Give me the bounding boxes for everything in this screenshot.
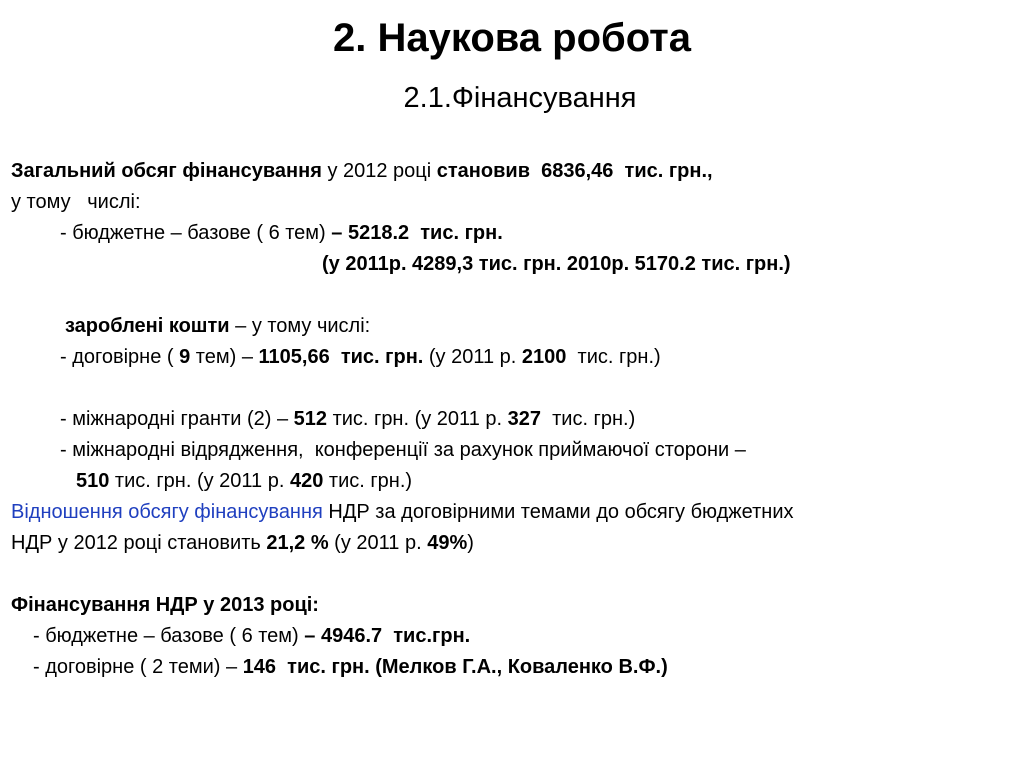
- spacer: [11, 373, 1021, 404]
- contract-value: 1105,66 тис. грн.: [258, 346, 424, 368]
- contract-prev-value: 2100: [521, 346, 567, 368]
- total-funding-line: [11, 156, 1021, 187]
- budget-previous-line: [11, 249, 1021, 280]
- contract-prev-prefix: (у 2011 р.: [423, 346, 522, 368]
- trips-prev-value: 420: [289, 470, 324, 492]
- contract-line: [11, 342, 1021, 373]
- budget-label: - бюджетне – базове ( 6 тем): [60, 222, 332, 244]
- plan-2013-heading: [11, 590, 1021, 621]
- contract-prev-suffix: тис. грн.): [566, 346, 661, 368]
- grants-prev-value: 327: [507, 408, 541, 430]
- ratio-value: 21,2 %: [266, 532, 329, 554]
- ratio-line: [11, 497, 1021, 528]
- trips-suffix: тис. грн.): [323, 470, 413, 492]
- ratio-prev-prefix: (у 2011 р.: [328, 532, 428, 554]
- including-line: у тому числі:: [11, 191, 141, 213]
- plan-2013-contract-label: - договірне ( 2 теми) –: [33, 656, 243, 678]
- total-funding-value: 6836,46 тис. грн.,: [530, 160, 713, 182]
- grants-line: [11, 404, 1021, 435]
- ratio-suffix: ): [467, 532, 474, 554]
- trips-line: - міжнародні відрядження, конференції за рахунок приймаючої сторони –: [60, 439, 746, 461]
- page-subtitle: 2.1.Фінансування: [403, 82, 637, 114]
- ratio-rest: НДР за договірними темами до обсягу бюджетних: [322, 501, 794, 523]
- contract-mid: тем) –: [190, 346, 259, 368]
- ratio-prefix: НДР у 2012 році становить: [11, 532, 267, 554]
- spacer: [11, 559, 1021, 590]
- page-title: 2. Наукова робота: [332, 16, 692, 60]
- plan-2013-budget-value: – 4946.7 тис.грн.: [304, 625, 471, 647]
- total-funding-label: Загальний обсяг фінансування: [11, 160, 322, 182]
- plan-2013-contract-line: [11, 652, 1021, 683]
- grants-suffix: тис. грн.): [541, 408, 636, 430]
- plan-2013-contract-value: 146 тис. грн. (Мелков Г.А., Коваленко В.Ф.): [242, 656, 668, 678]
- budget-previous-values: (у 2011р. 4289,3 тис. грн. 2010р. 5170.2 тис. грн.): [322, 253, 791, 275]
- grants-prefix: - міжнародні гранти (2) –: [60, 408, 294, 430]
- ratio-prev-value: 49%: [427, 532, 468, 554]
- budget-line: [11, 218, 1021, 249]
- trips-mid: тис. грн. (у 2011 р.: [109, 470, 290, 492]
- ratio-label: Відношення обсягу фінансування: [11, 501, 323, 523]
- trips-values-line: [11, 466, 1021, 497]
- grants-value: 512: [293, 408, 328, 430]
- total-funding-year: у 2012 році: [321, 160, 437, 182]
- contract-topic-count: 9: [179, 346, 191, 368]
- earned-funds-label: зароблені кошти: [65, 315, 230, 337]
- trips-value: 510: [76, 470, 110, 492]
- ratio-values-line: [11, 528, 1021, 559]
- spacer: [11, 280, 1021, 311]
- plan-2013-title: Фінансування НДР у 2013 році:: [11, 594, 319, 616]
- slide-body: [11, 156, 1021, 683]
- plan-2013-budget-line: [11, 621, 1021, 652]
- contract-prefix: - договірне (: [60, 346, 180, 368]
- budget-value: – 5218.2 тис. грн.: [331, 222, 503, 244]
- total-funding-verb: становив: [436, 160, 530, 182]
- earned-funds-line: [11, 311, 1021, 342]
- grants-mid: тис. грн. (у 2011 р.: [327, 408, 508, 430]
- plan-2013-budget-label: - бюджетне – базове ( 6 тем): [33, 625, 305, 647]
- earned-funds-suffix: – у тому числі:: [229, 315, 371, 337]
